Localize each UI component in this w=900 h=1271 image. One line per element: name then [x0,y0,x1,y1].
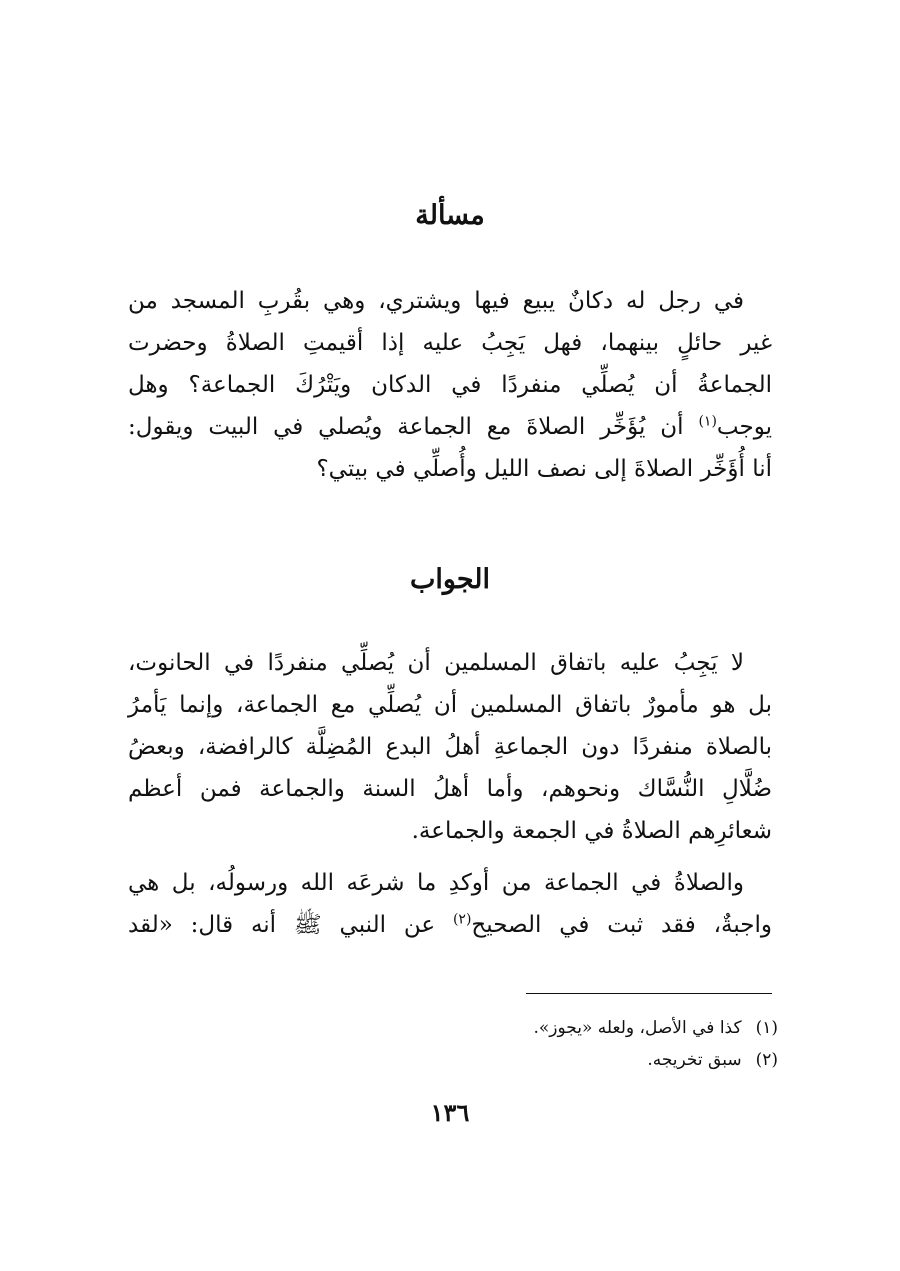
footnote-2 [128,1044,778,1076]
page-number: ١٣٦ [430,1098,470,1127]
question-line-4-start: يوجب [716,414,773,440]
question-paragraph [128,280,772,490]
footnote-1-number: (١) [755,1018,778,1038]
answer-p2-line-2-start: واجبةٌ، فقد ثبت في الصحيح [471,912,772,938]
footnote-separator [526,993,772,994]
answer-p1-line-1: لا يَجِبُ عليه باتفاق المسلمين أن يُصلِّي منفردًا في الحانوت، [128,650,744,676]
question-line-4 [128,406,772,448]
answer-p1-line-4: ضُلَّالِ النُّسَّاك ونحوهم، وأما أهلُ السنة والجماعة فمن أعظم [128,776,772,802]
footnotes [128,1012,778,1076]
question-line-4-end: أن يُؤَخِّر الصلاةَ مع الجماعة ويُصلي في البيت ويقول: [128,414,684,440]
answer-p2-line-2-end: عن النبي ﷺ أنه قال: «لقد [128,912,436,938]
answer-heading: الجواب [409,564,491,595]
answer-p1-line-5: شعائرِهم الصلاةُ في الجمعة والجماعة. [411,818,772,844]
question-line-2: غير حائلٍ بينهما، فهل يَجِبُ عليه إذا أقيمتِ الصلاةُ وحضرت [128,330,772,356]
footnote-1-text: كذا في الأصل، ولعله «يجوز». [533,1018,742,1038]
footnote-2-text: سبق تخريجه. [647,1050,742,1070]
footnote-ref-2[interactable]: (٢) [452,911,472,928]
answer-p1-line-2: بل هو مأمورٌ باتفاق المسلمين أن يُصلِّي مع الجماعة، وإنما يَأمرُ [128,692,772,718]
footnote-1 [128,1012,778,1044]
answer-paragraph-2 [128,862,772,946]
question-line-5: أنا أُؤَخِّر الصلاةَ إلى نصف الليل وأُصلِّي في بيتي؟ [316,456,772,482]
question-heading: مسألة [415,200,485,231]
answer-p1-line-3: بالصلاة منفردًا دون الجماعةِ أهلُ البدع المُضِلَّة كالرافضة، وبعضُ [128,734,772,760]
footnote-2-number: (٢) [755,1050,778,1070]
question-line-1: في رجل له دكانٌ يبيع فيها ويشتري، وهي بقُربِ المسجد من [128,288,744,314]
footnote-ref-1[interactable]: (١) [698,413,717,430]
question-line-3: الجماعةُ أن يُصلِّي منفردًا في الدكان ويَتْرُكَ الجماعة؟ وهل [128,372,772,398]
answer-p2-line-1: والصلاةُ في الجماعة من أوكدِ ما شرعَه الله ورسولُه، بل هي [128,870,744,896]
answer-p2-line-2 [128,904,772,946]
answer-paragraph-1 [128,642,772,852]
